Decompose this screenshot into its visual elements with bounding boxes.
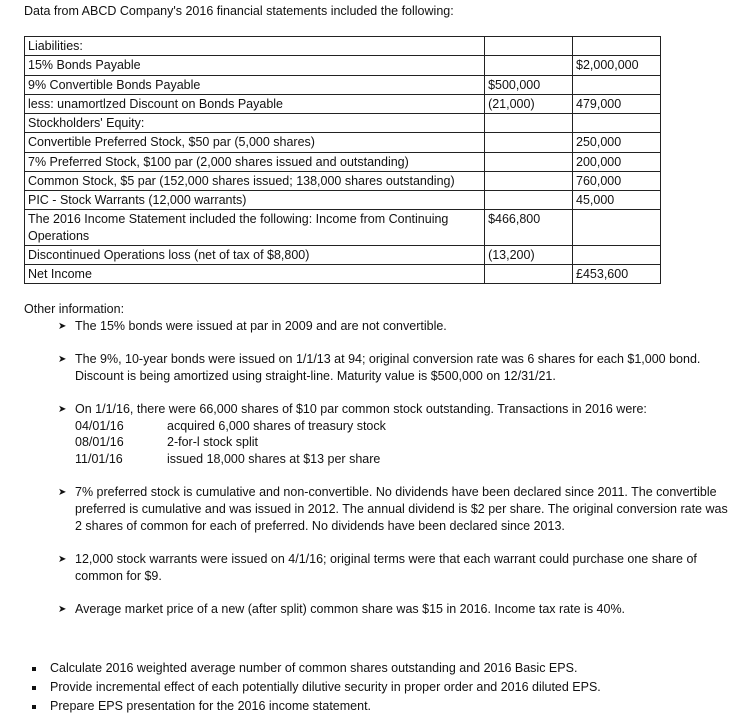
row-label: The 2016 Income Statement included the following: Income from Continuing Operations: [25, 210, 485, 246]
table-row: [25, 56, 661, 75]
row-label: Convertible Preferred Stock, $50 par (5,000 shares): [25, 133, 485, 152]
table-row: [25, 75, 661, 94]
square-bullet-icon: [32, 686, 36, 690]
info-text: The 15% bonds were issued at par in 2009 and are not convertible.: [75, 319, 447, 333]
table-row: [25, 94, 661, 113]
list-item: [30, 679, 730, 698]
info-text: The 9%, 10-year bonds were issued on 1/1/13 at 94; original conversion rate was 6 shares for each $1,000 bond. Discount is being amortized using straight-line. Maturity value is $500,000 on 12/31/21.: [75, 351, 701, 383]
list-item: [58, 601, 728, 618]
row-right-value: £453,600: [573, 265, 661, 284]
arrow-bullet-icon: ➤: [58, 353, 67, 365]
task-list: [30, 660, 730, 717]
row-right-value: 250,000: [573, 133, 661, 152]
financial-table: [24, 36, 661, 284]
transaction-line: [75, 418, 728, 435]
list-item: [30, 698, 730, 717]
transaction-date: 04/01/16: [75, 418, 124, 433]
row-mid-value: [485, 191, 573, 210]
info-text: 7% preferred stock is cumulative and non-convertible. No dividends have been declared since 2011. The convertible preferred is cumulative and was issued in 2012. The annual dividend is $2 per share. The original conversion rate was 2 shares of common for each of preferred. No dividends have been declared since 2013.: [75, 485, 728, 533]
row-label: less: unamortlzed Discount on Bonds Payable: [25, 94, 485, 113]
row-right-value: 45,000: [573, 191, 661, 210]
row-mid-value: (13,200): [485, 245, 573, 264]
info-text: Average market price of a new (after split) common share was $15 in 2016. Income tax rate is 40%.: [75, 601, 626, 616]
arrow-bullet-icon: ➤: [58, 553, 67, 565]
row-mid-value: [485, 171, 573, 190]
row-mid-value: [485, 114, 573, 133]
transaction-date: 11/01/16: [75, 452, 123, 467]
square-bullet-icon: [32, 705, 36, 709]
other-info-list: [58, 318, 728, 633]
table-row: [25, 133, 661, 152]
arrow-bullet-icon: ➤: [58, 603, 67, 615]
task-text: Calculate 2016 weighted average number of common shares outstanding and 2016 Basic EPS.: [50, 661, 578, 675]
row-right-value: 760,000: [573, 171, 661, 190]
list-item: [58, 351, 728, 385]
row-label: Stockholders' Equity:: [25, 114, 485, 133]
table-row: [25, 171, 661, 190]
info-text: On 1/1/16, there were 66,000 shares of $10 par common stock outstanding. Transactions in 2016 were:: [75, 401, 647, 416]
arrow-bullet-icon: ➤: [58, 403, 67, 415]
row-label: Net Income: [25, 265, 485, 284]
row-label: 9% Convertible Bonds Payable: [25, 75, 485, 94]
transaction-desc: 2-for-l stock split: [167, 435, 258, 450]
list-item: [58, 551, 728, 585]
row-mid-value: (21,000): [485, 94, 573, 113]
table-row: [25, 265, 661, 284]
row-mid-value: [485, 152, 573, 171]
list-item: [58, 401, 728, 469]
row-right-value: 479,000: [573, 94, 661, 113]
row-mid-value: [485, 56, 573, 75]
row-mid-value: [485, 265, 573, 284]
row-right-value: [573, 210, 661, 246]
row-right-value: [573, 114, 661, 133]
transaction-date: 08/01/16: [75, 435, 124, 450]
row-label: Liabilities:: [25, 37, 485, 56]
row-label: 15% Bonds Payable: [25, 56, 485, 75]
table-row: [25, 37, 661, 56]
table-row: [25, 210, 661, 246]
table-row: [25, 114, 661, 133]
task-text: Provide incremental effect of each potentially dilutive security in proper order and 2016 diluted EPS.: [50, 680, 601, 694]
row-label: Common Stock, $5 par (152,000 shares issued; 138,000 shares outstanding): [25, 171, 485, 190]
intro-text: Data from ABCD Company's 2016 financial statements included the following:: [24, 4, 454, 18]
row-right-value: [573, 245, 661, 264]
row-mid-value: [485, 37, 573, 56]
row-label: 7% Preferred Stock, $100 par (2,000 shares issued and outstanding): [25, 152, 485, 171]
list-item: [30, 660, 730, 679]
arrow-bullet-icon: ➤: [58, 487, 67, 499]
transaction-line: [75, 451, 728, 468]
table-row: [25, 152, 661, 171]
table-row: [25, 245, 661, 264]
row-mid-value: $500,000: [485, 75, 573, 94]
transaction-line: [75, 434, 728, 451]
info-text: 12,000 stock warrants were issued on 4/1/16; original terms were that each warrant could purchase one share of common for $9.: [75, 551, 697, 583]
row-right-value: [573, 75, 661, 94]
row-right-value: 200,000: [573, 152, 661, 171]
table-row: [25, 191, 661, 210]
row-right-value: $2,000,000: [573, 56, 661, 75]
row-label: Discontinued Operations loss (net of tax of $8,800): [25, 245, 485, 264]
list-item: [58, 484, 728, 535]
transaction-desc: issued 18,000 shares at $13 per share: [167, 452, 381, 467]
arrow-bullet-icon: ➤: [58, 321, 67, 332]
row-right-value: [573, 37, 661, 56]
square-bullet-icon: [32, 667, 36, 671]
row-label: PIC - Stock Warrants (12,000 warrants): [25, 191, 485, 210]
transaction-desc: acquired 6,000 shares of treasury stock: [167, 418, 386, 433]
task-text: Prepare EPS presentation for the 2016 income statement.: [50, 699, 372, 713]
other-info-heading: Other information:: [24, 302, 125, 316]
row-mid-value: [485, 133, 573, 152]
list-item: [58, 318, 728, 335]
row-mid-value: $466,800: [485, 210, 573, 246]
